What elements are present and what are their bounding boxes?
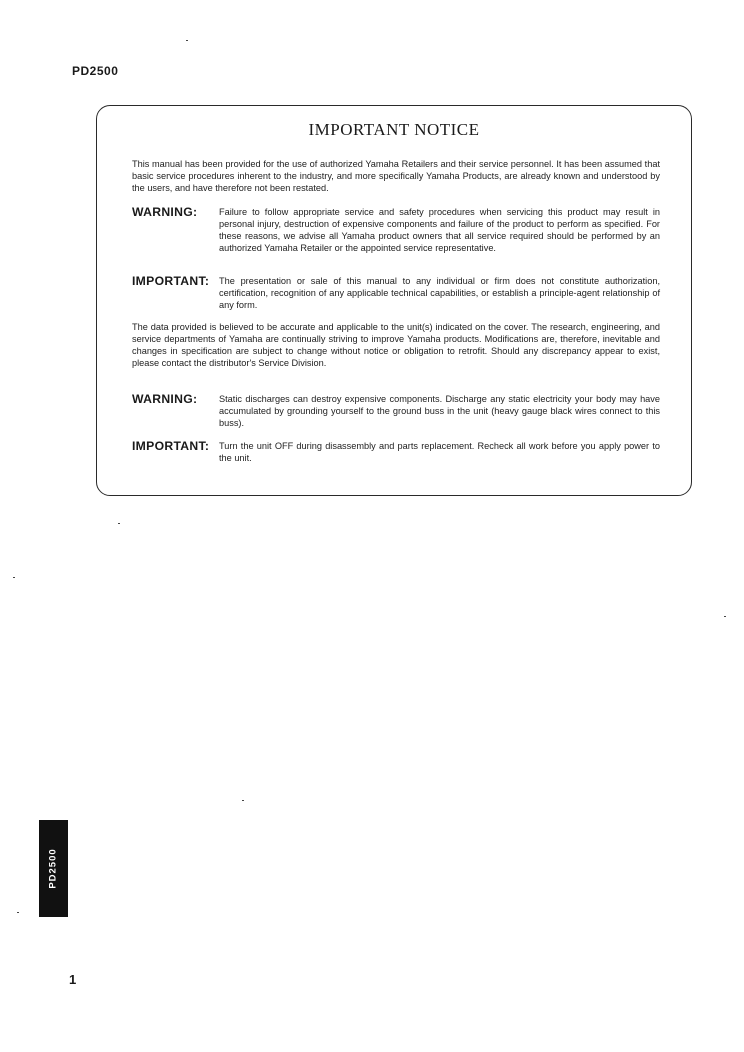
important-label: IMPORTANT: <box>132 439 210 453</box>
intro-paragraph: This manual has been provided for the use of authorized Yamaha Retailers and their service personnel. It has been assumed that basic service procedures inherent to the industry, and more specifically Yamaha Products, are already known and understood by the users, and have therefore not been restated. <box>132 159 660 194</box>
important-notice-box <box>96 105 692 496</box>
important-text: The presentation or sale of this manual to any individual or firm does not constitute authorization, certification, recognition of any applicable technical capabilities, or establish a principle-agent relationship of any form. <box>219 276 660 311</box>
warning-label: WARNING: <box>132 392 198 406</box>
warning-text: Static discharges can destroy expensive components. Discharge any static electricity your body may have accumulated by grounding yourself to the ground buss in the unit (heavy gauge black wires connect to this buss). <box>219 394 660 429</box>
data-paragraph: The data provided is believed to be accurate and applicable to the unit(s) indicated on the cover. The research, engineering, and service departments of Yamaha are continually striving to improve Yamaha products. Modifications are, therefore, inevitable and changes in specification are subject to change without notice or obligation to retrofit. Should any discrepancy appear to exist, please contact the distributor's Service Division. <box>132 322 660 369</box>
scan-speck <box>242 800 244 801</box>
scan-speck <box>17 912 19 913</box>
important-label: IMPORTANT: <box>132 274 210 288</box>
model-number: PD2500 <box>72 64 119 78</box>
page-number: 1 <box>69 972 77 987</box>
side-tab-label: PD2500 <box>48 848 59 889</box>
side-index-tab <box>39 820 68 917</box>
scan-speck <box>724 616 726 617</box>
warning-text: Failure to follow appropriate service and safety procedures when servicing this product may result in personal injury, destruction of expensive components and failure of the product to perform as specified. For these reasons, we advise all Yamaha product owners that all service required should be performed by an authorized Yamaha Retailer or the appointed service representative. <box>219 207 660 254</box>
scan-speck <box>118 523 120 524</box>
warning-label: WARNING: <box>132 205 198 219</box>
notice-title: IMPORTANT NOTICE <box>308 120 480 139</box>
scan-speck <box>186 40 188 41</box>
scan-speck <box>13 577 15 578</box>
important-text: Turn the unit OFF during disassembly and parts replacement. Recheck all work before you apply power to the unit. <box>219 441 660 464</box>
